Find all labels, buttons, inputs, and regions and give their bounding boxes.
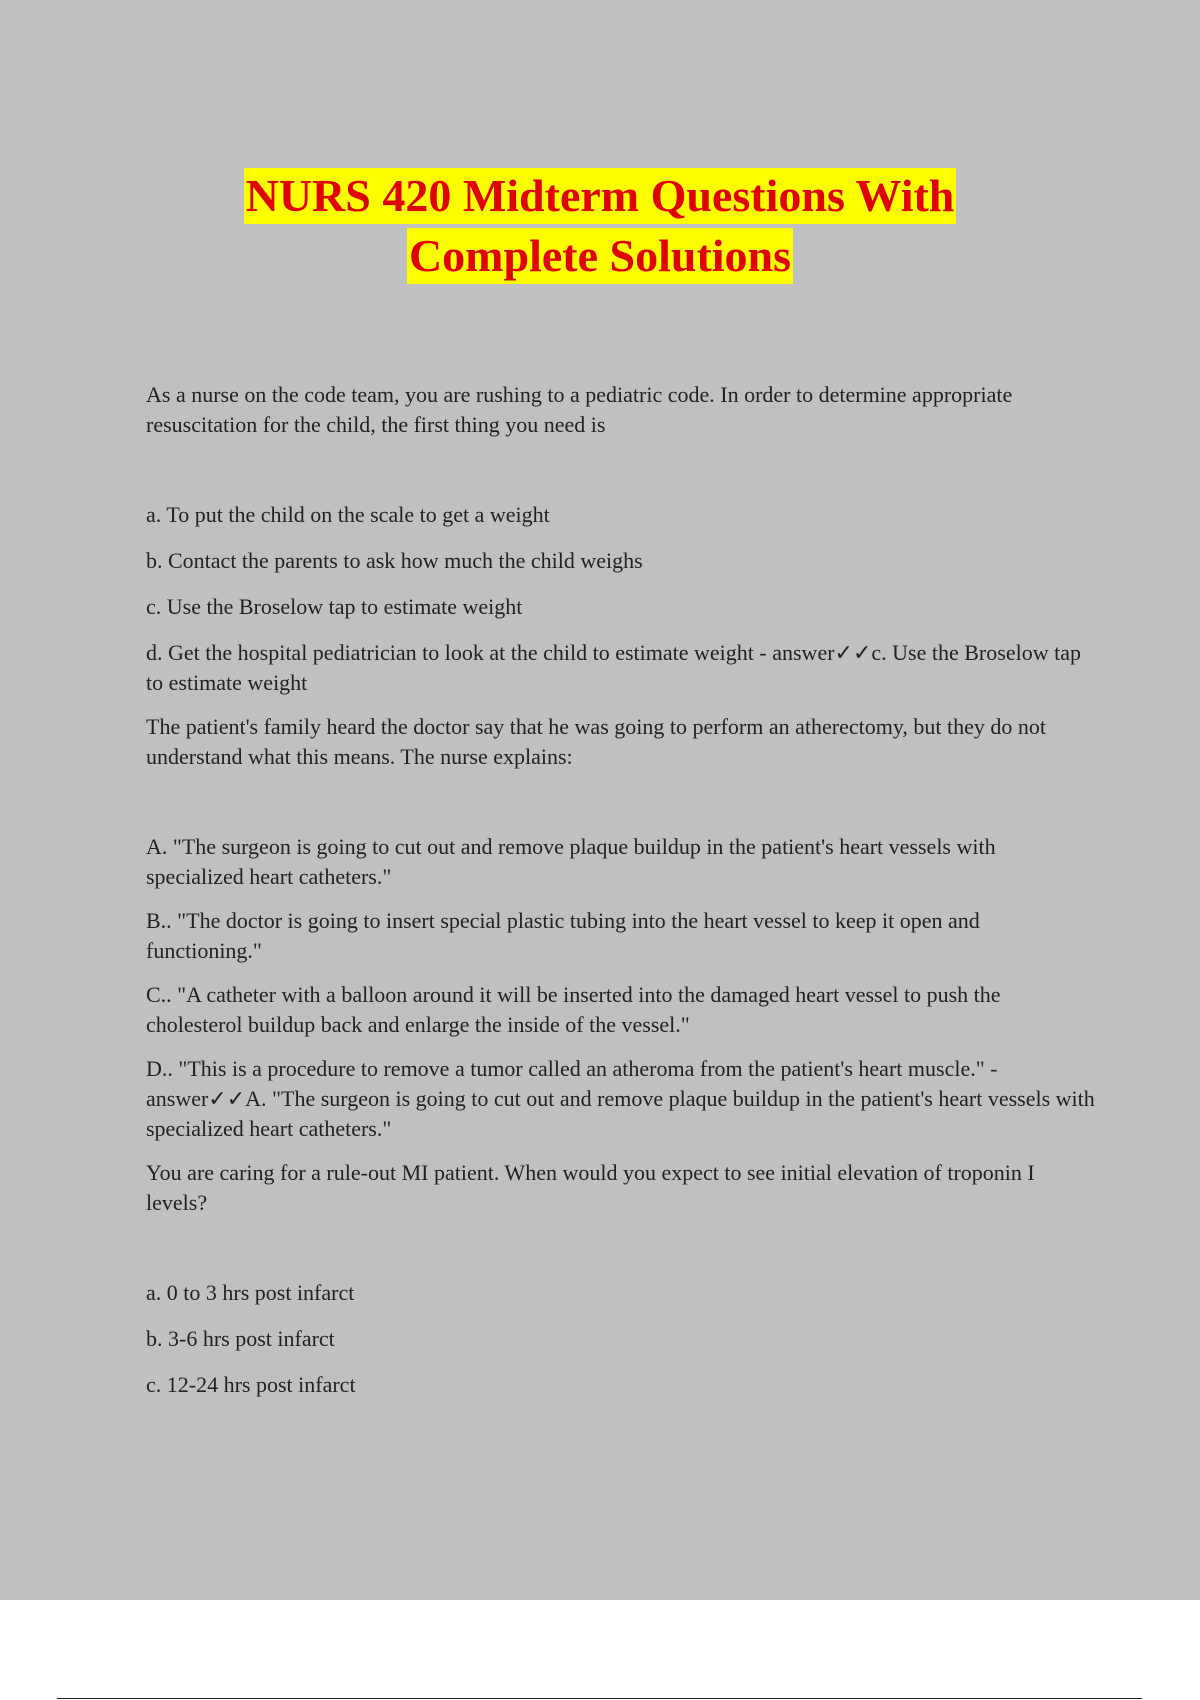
document-title	[0, 168, 1200, 284]
question-3-option-b: b. 3-6 hrs post infarct	[146, 1326, 335, 1351]
question-1-option-b: b. Contact the parents to ask how much the child weighs	[146, 548, 643, 573]
title-line-2: Complete Solutions	[407, 228, 793, 284]
question-2-option-b: B.. "The doctor is going to insert special plastic tubing into the heart vessel to keep it open and functioning."	[146, 908, 980, 963]
question-1-option-a: a. To put the child on the scale to get a weight	[146, 502, 550, 527]
question-3-stem: You are caring for a rule-out MI patient. When would you expect to see initial elevation of troponin I levels?	[146, 1160, 1035, 1215]
question-2-stem: The patient's family heard the doctor say that he was going to perform an atherectomy, but they do not understand what this means. The nurse explains:	[146, 714, 1046, 769]
question-2-option-d-answer: D.. "This is a procedure to remove a tumor called an atheroma from the patient's heart muscle." - answer✓✓A. "The surgeon is going to cut out and remove plaque buildup in the patient's heart vessels with specialized heart catheters."	[146, 1056, 1095, 1141]
question-3-option-a: a. 0 to 3 hrs post infarct	[146, 1280, 355, 1305]
footer-divider	[57, 1698, 1142, 1699]
question-3-option-c: c. 12-24 hrs post infarct	[146, 1372, 356, 1397]
question-2-option-a: A. "The surgeon is going to cut out and remove plaque buildup in the patient's heart vessels with specialized heart catheters."	[146, 834, 996, 889]
question-2-option-c: C.. "A catheter with a balloon around it will be inserted into the damaged heart vessel to push the cholesterol buildup back and enlarge the inside of the vessel."	[146, 982, 1001, 1037]
question-1-option-d-answer: d. Get the hospital pediatrician to look at the child to estimate weight - answer✓✓c. Use the Broselow tap to estimate weight	[146, 640, 1081, 695]
document-body	[146, 380, 1096, 1416]
title-line-1: NURS 420 Midterm Questions With	[244, 168, 957, 224]
question-1-stem: As a nurse on the code team, you are rushing to a pediatric code. In order to determine appropriate resuscitation for the child, the first thing you need is	[146, 382, 1013, 437]
question-1-option-c: c. Use the Broselow tap to estimate weight	[146, 594, 523, 619]
